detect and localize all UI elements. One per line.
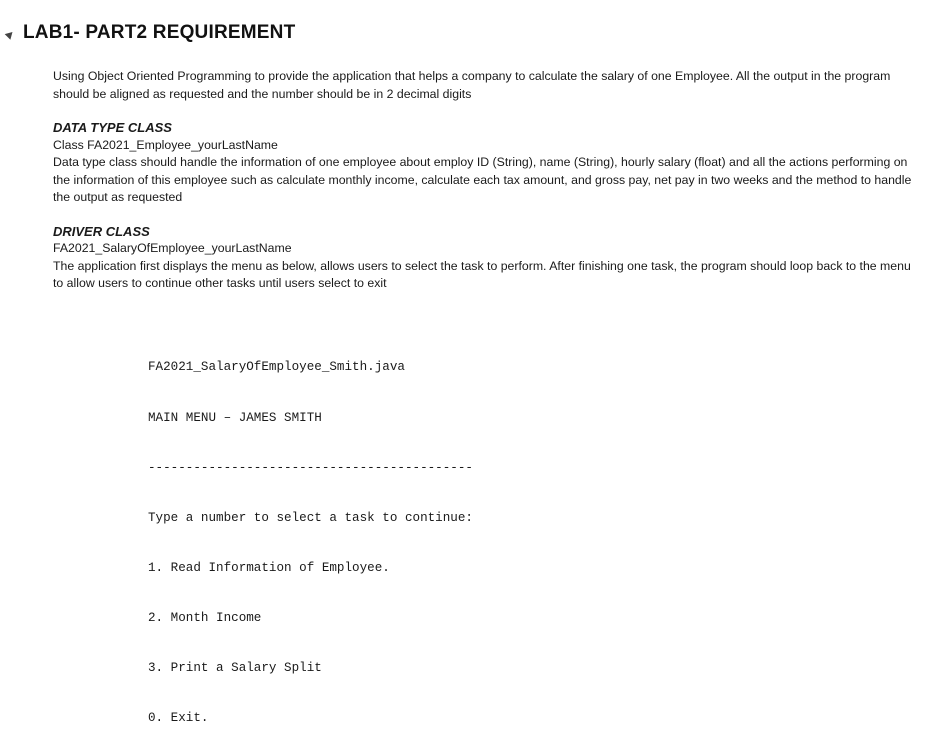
- driver-class-title: DRIVER CLASS: [53, 223, 150, 239]
- output-separator: -------------------------------------------: [148, 460, 473, 475]
- driver-class-description: The application first displays the menu as below, allows users to select the task to perform. After finishing one task, the program should loop back to the menu to allow users to continue other tasks until users select to exit: [53, 258, 911, 290]
- output-menu-title: MAIN MENU – JAMES SMITH: [148, 410, 322, 425]
- page-title: LAB1- PART2 REQUIREMENT: [23, 22, 296, 43]
- intro-paragraph: Using Object Oriented Programming to provide the application that helps a company to calculate the salary of one Employee. All the output in the program should be aligned as requested and the number should be in 2 decimal digits: [53, 69, 891, 101]
- collapse-triangle-icon[interactable]: [5, 29, 16, 40]
- output-option-1: 1. Read Information of Employee.: [148, 560, 390, 575]
- output-option-0: 0. Exit.: [148, 711, 209, 726]
- data-type-class-name: Class FA2021_Employee_yourLastName: [53, 137, 278, 152]
- output-prompt: Type a number to select a task to continue:: [148, 510, 473, 525]
- driver-class-section: [53, 223, 913, 293]
- section-heading-row: [6, 22, 295, 44]
- data-type-class-section: [53, 119, 913, 207]
- output-file-name: FA2021_SalaryOfEmployee_Smith.java: [148, 360, 405, 375]
- driver-class-name: FA2021_SalaryOfEmployee_yourLastName: [53, 241, 292, 255]
- output-option-2: 2. Month Income: [148, 610, 262, 625]
- sample-menu-output: [148, 326, 473, 744]
- document-body: [53, 68, 913, 309]
- output-option-3: 3. Print a Salary Split: [148, 661, 322, 676]
- data-type-class-description: Data type class should handle the information of one employee about employ ID (String), name (String), hourly salary (float) and all the actions performing on the information of this employee such as calculate monthly income, calculate each tax amount, and gross pay, net pay in two weeks and the method to handle the output as requested: [53, 155, 912, 204]
- data-type-class-title: DATA TYPE CLASS: [53, 120, 172, 135]
